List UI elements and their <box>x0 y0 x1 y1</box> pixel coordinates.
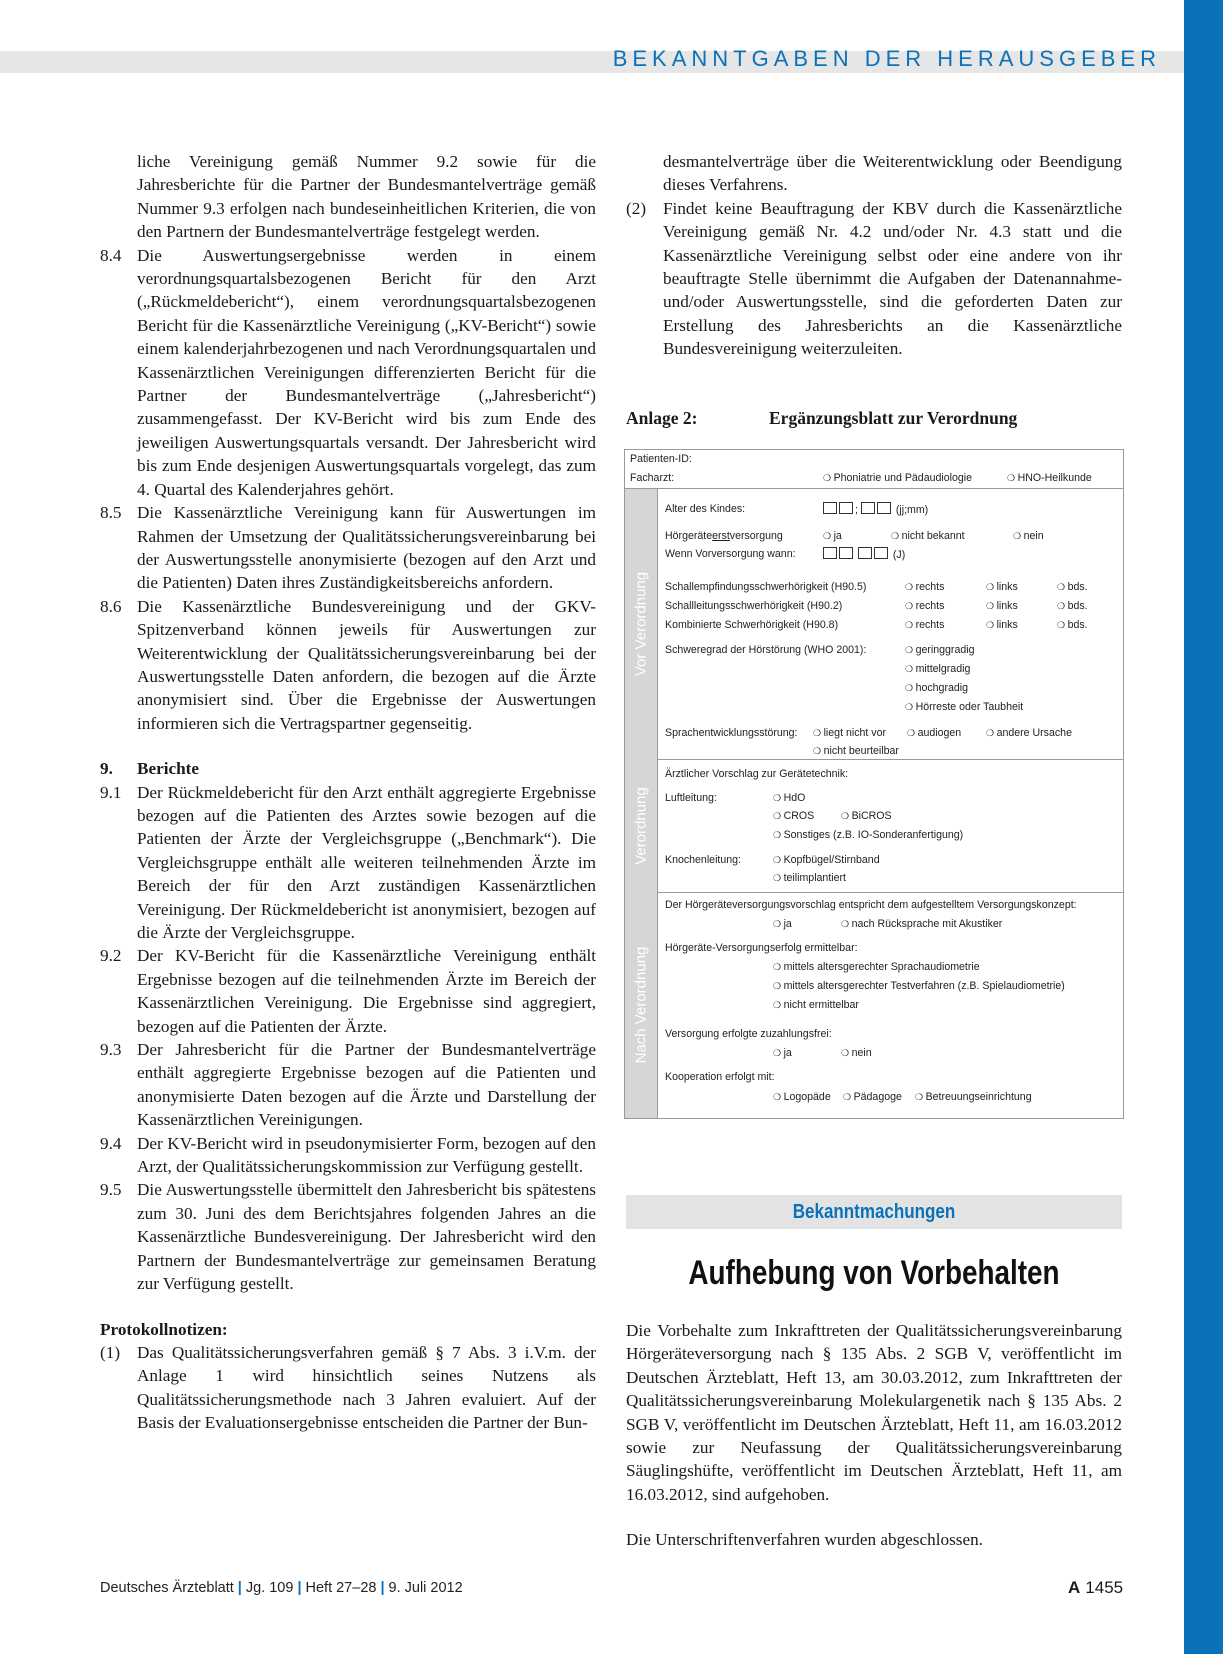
option-andere-ursache[interactable]: ❍ andere Ursache <box>986 727 1072 739</box>
supplement-form <box>624 449 1124 1119</box>
erstversorgung-label <box>665 530 783 542</box>
section-label-text: Verordnung <box>632 786 650 865</box>
item-number: 9.5 <box>100 1180 122 1200</box>
page-number <box>1068 1578 1123 1598</box>
section-heading <box>100 757 596 780</box>
luftleitung-label: Luftleitung: <box>665 792 717 804</box>
intro-paragraph: liche Vereinigung gemäß Nummer 9.2 sowie für die Jahresberichte für die Partner der Bundesmantelverträge gemäß Nummer 9.3 erfolgen nach bundeseinheitlichen Kriterien, die von den Partnern der Bundesmantelverträge festgelegt werden. <box>137 152 596 242</box>
option-paedagoge[interactable]: ❍ Pädagoge <box>843 1091 902 1103</box>
section-label-text: Nach Verordnung <box>632 946 650 1064</box>
option-links[interactable]: ❍ links <box>986 581 1018 593</box>
option-rechts[interactable]: ❍ rechts <box>905 619 944 631</box>
side-color-bar <box>1184 0 1223 1654</box>
option-ruecksprache[interactable]: ❍ nach Rücksprache mit Akustiker <box>841 918 1002 930</box>
option-audiogen[interactable]: ❍ audiogen <box>907 727 961 739</box>
option-cros[interactable]: ❍ CROS <box>773 810 814 822</box>
schweregrad-label: Schweregrad der Hörstörung (WHO 2001): <box>665 644 867 656</box>
item-text: Der Jahresbericht für die Partner der Bundesmantelverträge enthält aggregierte Ergebnisse bezogen auf die Patienten und anonymisierte Daten bezogen auf die Ärzte und Darstellung der Kassenärztlichen Vereinigungen. <box>137 1040 596 1130</box>
option-links[interactable]: ❍ links <box>986 619 1018 631</box>
article-paragraph: Die Vorbehalte zum Inkrafttreten der Qualitätssicherungsvereinbarung Hörgeräteversorgung nach § 135 Abs. 2 SGB V, veröffentlicht im Deutschen Ärzteblatt, Heft 13, am 30.03.2012, zum Inkrafttreten der Qualitätssicherungsvereinbarung Molekulargenetik nach § 135 Abs. 2 SGB V, veröffentlicht im Deutschen Ärzteblatt, Heft 11, am 16.03.2012 sowie zur Neufassung der Qualitätssicherungsvereinbarung Säuglingshüfte, veröffentlicht im Deutschen Ärzteblatt, Heft 11, am 16.03.2012, sind aufgehoben. <box>626 1321 1122 1504</box>
option-bicros[interactable]: ❍ BiCROS <box>841 810 892 822</box>
erst-pre: Hörgeräte <box>665 530 713 542</box>
list-item <box>100 944 596 1038</box>
item-text: Der KV-Bericht wird in pseudonymisierter Form, bezogen auf den Arzt, der Qualitätssicherungskommission zur Verfügung gestellt. <box>137 1133 596 1177</box>
volume: Jg. 109 <box>245 1580 294 1596</box>
option-nicht-ermittelbar[interactable]: ❍ nicht ermittelbar <box>773 999 859 1011</box>
alter-separator: ; <box>855 504 858 516</box>
section-label <box>625 489 658 759</box>
list-item <box>100 244 596 501</box>
bekanntmachungen-label: Bekanntmachungen <box>792 1201 956 1223</box>
list-item <box>626 197 1122 361</box>
footer-separator: | <box>297 1580 302 1596</box>
list-item <box>100 781 596 945</box>
right-column <box>626 150 1122 361</box>
option-betreuungseinrichtung[interactable]: ❍ Betreuungseinrichtung <box>915 1091 1032 1103</box>
article-body <box>626 1319 1122 1552</box>
bekanntmachungen-band <box>626 1195 1122 1229</box>
issue-date: 9. Juli 2012 <box>388 1580 463 1596</box>
list-item <box>100 1038 596 1132</box>
knochenleitung-label: Knochenleitung: <box>665 854 741 866</box>
option-phoniatrie[interactable]: ❍ Phoniatrie und Pädaudiologie <box>823 472 972 484</box>
option-teilimplantiert[interactable]: ❍ teilimplantiert <box>773 872 846 884</box>
footer-separator: | <box>380 1580 385 1596</box>
option-hoerreste[interactable]: ❍ Hörreste oder Taubheit <box>905 701 1023 713</box>
item-text: Die Kassenärztliche Bundesvereinigung und der GKV-Spitzenverband können jeweils für Auswertungen zur Weiterentwicklung der Qualitätssicherungsvereinbarung bei der Auswertungsstelle Daten anfordern, die bezogen auf die Ärzte anonymisiert sind. Über die Ergebnisse der Auswertungen informieren sich die Vertragspartner gegenseitig. <box>137 596 596 733</box>
schallempf-label: Schallempfindungsschwerhörigkeit (H90.5) <box>665 581 867 593</box>
item-text: Die Auswertungsergebnisse werden in einem verordnungsquartalsbezogenen Bericht für den Arzt („Rückmeldebericht“), einem verordnungsquartalsbezogenen Bericht für die Kassenärztliche Vereinigung („KV-Bericht“) sowie einem kalenderjahrbezogenen und nach Verordnungsquartalen und Kassenärztlichen Vereinigungen differenzierten Bericht für die Partner der Bundesmantelverträge („Jahresbericht“) zusammengefasst. Der KV-Bericht wird bis zum Ende des jeweiligen Auswertungsquartals versandt. Der Jahresbericht wird bis zum Ende desjenigen Auswertungsquartals vorgelegt, das zum 4. Quartal des Kalenderjahres gehört. <box>137 245 596 499</box>
item-number: 9.1 <box>100 782 122 802</box>
item-number: 8.4 <box>100 245 122 265</box>
form-row-patient <box>625 450 1123 470</box>
kombiniert-label: Kombinierte Schwerhörigkeit (H90.8) <box>665 619 839 631</box>
kooperation-label: Kooperation erfolgt mit: <box>665 1071 775 1083</box>
item-text: Der KV-Bericht für die Kassenärztliche Vereinigung enthält Ergebnisse bezogen auf die teilnehmenden Ärzte im Bereich der Kassenärztlichen Vereinigung. Die Ergebnisse sind aggregiert, bezogen auf die Patienten der Ärzte. <box>137 946 596 1036</box>
item-number: (2) <box>626 198 647 218</box>
vorversorgung-unit: (J) <box>892 549 906 561</box>
patient-id-label: Patienten-ID: <box>630 453 692 465</box>
item-number: (1) <box>100 1342 121 1362</box>
schallleit-label: Schallleitungsschwerhörigkeit (H90.2) <box>665 600 843 612</box>
page-prefix: A <box>1068 1578 1081 1597</box>
anlage-heading <box>626 408 1017 429</box>
option-hochgradig[interactable]: ❍ hochgradig <box>905 682 968 694</box>
vorversorgung-field[interactable] <box>823 547 905 561</box>
sprachentwicklung-label: Sprachentwicklungsstörung: <box>665 727 798 739</box>
option-mittelgradig[interactable]: ❍ mittelgradig <box>905 663 970 675</box>
option-ja[interactable]: ❍ ja <box>773 1047 792 1059</box>
option-logopaede[interactable]: ❍ Logopäde <box>773 1091 831 1103</box>
item-number: 8.6 <box>100 596 122 616</box>
item-text: Der Rückmeldebericht für den Arzt enthält aggregierte Ergebnisse bezogen auf die Patienten des Arztes sowie bezogen auf die Patienten der Ärzte der Vergleichsgruppe („Benchmark“). Die Vergleichsgruppe enthält alle weiteren teilnehmenden Ärzte im Bereich der für den Arzt zuständigen Kassenärztlichen Vereinigung. Der Rückmeldebericht ist anonymisiert, bezogen auf die Ärzte der Vergleichsgruppe. <box>137 782 596 942</box>
option-ja[interactable]: ❍ ja <box>823 530 842 542</box>
anlage-label: Anlage 2: <box>626 408 698 428</box>
option-bds[interactable]: ❍ bds. <box>1057 619 1088 631</box>
section-header: BEKANNTGABEN DER HERAUSGEBER <box>612 46 1161 71</box>
option-rechts[interactable]: ❍ rechts <box>905 581 944 593</box>
article-paragraph: Die Unterschriftenverfahren wurden abgeschlossen. <box>626 1530 983 1550</box>
page-number-value: 1455 <box>1085 1578 1124 1597</box>
item-number: 8.5 <box>100 503 122 523</box>
option-nein[interactable]: ❍ nein <box>841 1047 872 1059</box>
zuzahlungsfrei-label: Versorgung erfolgte zuzahlungsfrei: <box>665 1028 832 1040</box>
option-bds[interactable]: ❍ bds. <box>1057 600 1088 612</box>
konzept-label: Der Hörgeräteversorgungsvorschlag entspricht dem aufgestelltem Versorgungskonzept: <box>665 899 1077 911</box>
option-liegt-nicht-vor[interactable]: ❍ liegt nicht vor <box>813 727 886 739</box>
protokoll-heading: Protokollnotizen: <box>100 1319 228 1339</box>
item-text: Die Kassenärztliche Vereinigung kann für Auswertungen im Rahmen der Umsetzung der Qualitätssicherungsvereinbarung bei der Auswertungsstelle anonymisierte (bezogen auf den Arzt und die Patienten) Daten ihres Zuständigkeitsbereichs anfordern. <box>137 503 596 593</box>
option-sonstiges[interactable]: ❍ Sonstiges (z.B. IO-Sonderanfertigung) <box>773 829 963 841</box>
alter-label: Alter des Kindes: <box>665 503 746 515</box>
section-label <box>625 892 658 1118</box>
form-section-vor-verordnung <box>625 489 1123 760</box>
erst-underlined: erst <box>712 530 730 542</box>
anlage-title: Ergänzungsblatt zur Verordnung <box>769 408 1018 428</box>
alter-field[interactable] <box>823 502 928 516</box>
option-hdo[interactable]: ❍ HdO <box>773 792 805 804</box>
vorversorgung-label: Wenn Vorversorgung wann: <box>665 548 796 560</box>
option-kopfbuegel[interactable]: ❍ Kopfbügel/Stirnband <box>773 854 880 866</box>
item-number: 9.4 <box>100 1133 122 1153</box>
option-rechts[interactable]: ❍ rechts <box>905 600 944 612</box>
continuation-paragraph: desmantelverträge über die Weiterentwicklung oder Beendigung dieses Verfahrens. <box>663 152 1122 195</box>
vorschlag-label: Ärztlicher Vorschlag zur Gerätetechnik: <box>665 768 849 780</box>
option-bds[interactable]: ❍ bds. <box>1057 581 1088 593</box>
form-row-facharzt <box>625 469 1123 489</box>
section-label <box>625 759 658 892</box>
item-number: 9.3 <box>100 1040 122 1060</box>
option-hno[interactable]: ❍ HNO-Heilkunde <box>1007 472 1092 484</box>
option-nicht-beurteilbar[interactable]: ❍ nicht beurteilbar <box>813 745 899 757</box>
list-item <box>100 595 596 735</box>
alter-unit: (jj;mm) <box>895 504 929 516</box>
option-nein[interactable]: ❍ nein <box>1013 530 1044 542</box>
list-item <box>100 1178 596 1295</box>
facharzt-label: Facharzt: <box>630 472 675 484</box>
option-geringgradig[interactable]: ❍ geringgradig <box>905 644 974 656</box>
list-item <box>100 1132 596 1179</box>
section-label-text: Vor Verordnung <box>632 571 650 677</box>
option-links[interactable]: ❍ links <box>986 600 1018 612</box>
item-text: Findet keine Beauftragung der KBV durch die Kassenärztliche Vereinigung gemäß Nr. 4.2 und/oder Nr. 4.3 statt und die Kassenärztliche Vereinigung selbst oder eine andere von ihr beauftragte Stelle übernimmt die Aufgaben der Datenannahme- und/oder Auswertungsstelle, sind die geforderten Daten zur Erstellung des Jahresberichts an die Kassenärztliche Bundesvereinigung weiterzuleiten. <box>663 198 1122 359</box>
list-item <box>100 501 596 595</box>
section-number: 9. <box>100 759 113 779</box>
item-text: Die Auswertungsstelle übermittelt den Jahresbericht bis spätestens zum 30. Juni des dem Berichtsjahres folgenden Jahres an die Kassenärztliche Bundesvereinigung. Der Jahresbericht wird den Partnern der Bundesmantelverträge zur gemeinsamen Beratung zur Verfügung gestellt. <box>137 1180 596 1294</box>
option-sprachaudiometrie[interactable]: ❍ mittels altersgerechter Sprachaudiometrie <box>773 961 980 973</box>
list-item <box>100 1341 596 1435</box>
erst-post: versorgung <box>729 530 783 542</box>
option-testverfahren[interactable]: ❍ mittels altersgerechter Testverfahren (z.B. Spielaudiometrie) <box>773 980 1065 992</box>
option-ja[interactable]: ❍ ja <box>773 918 792 930</box>
form-section-nach-verordnung <box>625 892 1123 1118</box>
journal-name: Deutsches Ärzteblatt <box>100 1580 234 1596</box>
erfolg-label: Hörgeräte-Versorgungserfolg ermittelbar: <box>665 942 858 954</box>
issue: Heft 27–28 <box>305 1580 377 1596</box>
item-number: 9.2 <box>100 946 122 966</box>
footer-separator: | <box>237 1580 242 1596</box>
option-nicht-bekannt[interactable]: ❍ nicht bekannt <box>891 530 965 542</box>
section-title: Berichte <box>137 759 200 779</box>
article-title: Aufhebung von Vorbehalten <box>688 1254 1060 1292</box>
item-text: Das Qualitätssicherungsverfahren gemäß § 7 Abs. 3 i.V.m. der Anlage 1 wird hinsichtlich seines Nutzens als Qualitätssicherungsmethode nach 3 Jahren evaluiert. Auf der Basis der Evaluationsergebnisse entscheiden die Partner der Bun- <box>137 1342 596 1433</box>
left-column <box>100 150 596 1435</box>
footer-citation <box>100 1580 463 1596</box>
form-section-verordnung <box>625 759 1123 893</box>
